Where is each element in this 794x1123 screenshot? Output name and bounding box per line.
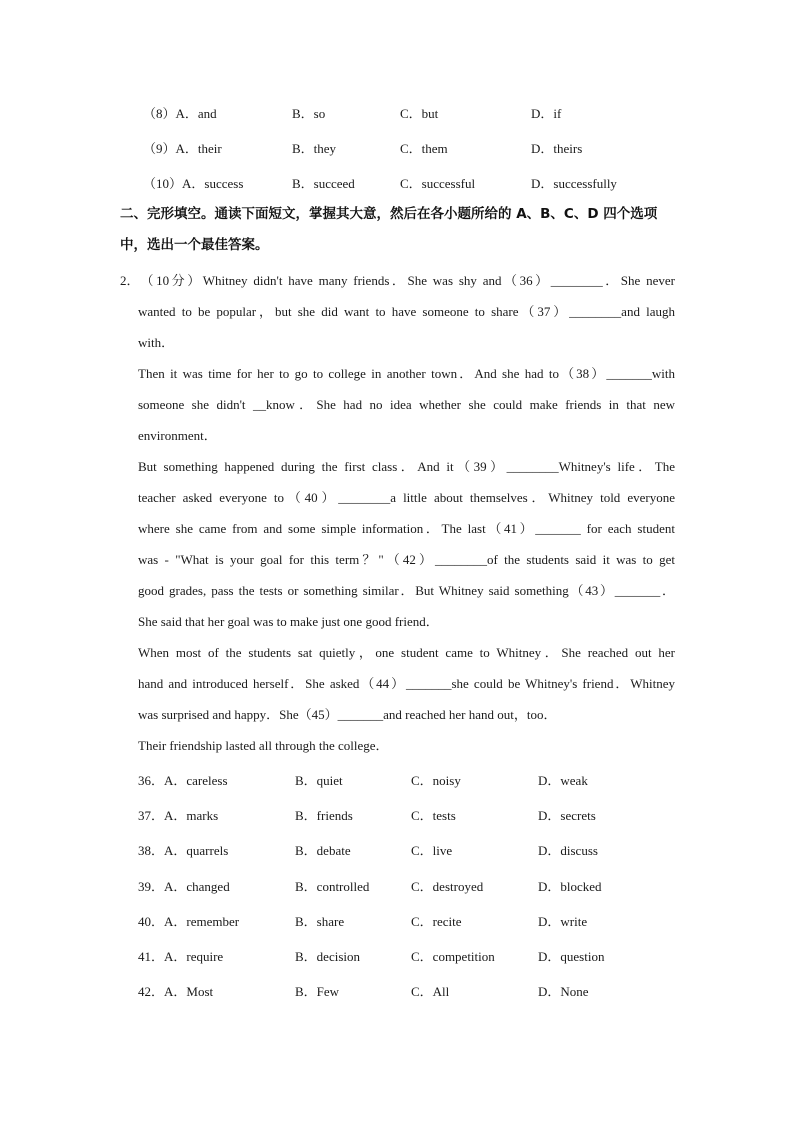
passage-line: She said that her goal was to make just one good friend． (138, 614, 439, 629)
option-b: B．decision (295, 949, 360, 964)
option-c: C．but (400, 106, 439, 121)
passage-line: was surprised and happy．She（45）_______and reached her hand out，too． (138, 707, 557, 722)
option-d: D．write (538, 914, 588, 929)
option-a: 36．A．careless (138, 773, 228, 788)
option-a: 38．A．quarrels (138, 843, 229, 858)
option-d: D．successfully (531, 176, 617, 191)
option-a: 40．A．remember (138, 914, 240, 929)
option-c: C．noisy (411, 773, 461, 788)
passage-line: Their friendship lasted all through the college． (138, 738, 389, 753)
passage-line: hand and introduced herself．She asked（44）_______she could be Whitney's friend．Whitney (138, 676, 675, 691)
option-d: D．discuss (538, 843, 598, 858)
passage-line: someone she didn't __know．She had no idea whether she could make friends in that new (138, 397, 675, 412)
question-2-passage (120, 265, 675, 761)
option-d: D．if (531, 106, 562, 121)
option-b: B．friends (295, 808, 353, 823)
passage-line: where she came from and some simple information．The last（41）_______ for each student (138, 521, 675, 536)
passage-line: 2．（10分）Whitney didn't have many friends．She was shy and（36）________．She never (120, 265, 675, 296)
option-a: 42．A．Most (138, 984, 214, 999)
section-heading-line-1: 二、完形填空。通读下面短文，掌握其大意，然后在各小题所给的 A、B、C、D 四个选项 (120, 206, 658, 222)
option-d: D．weak (538, 773, 588, 788)
option-c: C．them (400, 141, 448, 156)
option-a: 39．A．changed (138, 879, 230, 894)
passage-line: But something happened during the first class．And it（39）________Whitney's life．The (138, 459, 675, 474)
option-c: C．successful (400, 176, 476, 191)
option-d: D．theirs (531, 141, 583, 156)
option-b: B．debate (295, 843, 351, 858)
option-b: B．they (292, 141, 337, 156)
option-a: （8）A．and (143, 106, 217, 121)
option-b: B．Few (295, 984, 340, 999)
option-c: C．tests (411, 808, 456, 823)
passage-line: Then it was time for her to go to college in another town．And she had to（38）_______with (138, 366, 675, 381)
option-a: （10）A．success (143, 176, 244, 191)
option-c: C．competition (411, 949, 495, 964)
option-c: C．All (411, 984, 450, 999)
option-a: 37．A．marks (138, 808, 219, 823)
option-c: C．live (411, 843, 453, 858)
option-a: 41．A．require (138, 949, 224, 964)
question-number: 2． (120, 273, 140, 288)
passage-line: When most of the students sat quietly，one student came to Whitney．She reached out her (138, 645, 675, 660)
option-d: D．None (538, 984, 589, 999)
option-b: B．share (295, 914, 345, 929)
option-d: D．secrets (538, 808, 596, 823)
section-heading-line-2: 中，选出一个最佳答案。 (120, 237, 269, 253)
option-c: C．recite (411, 914, 462, 929)
option-b: B．quiet (295, 773, 343, 788)
option-d: D．blocked (538, 879, 602, 894)
section-heading (120, 199, 680, 261)
option-a: （9）A．their (143, 141, 222, 156)
passage-line: was - "What is your goal for this term？"（42）________of the students said it was to get (138, 552, 675, 567)
option-b: B．controlled (295, 879, 370, 894)
option-b: B．succeed (292, 176, 355, 191)
passage-line: environment． (138, 428, 217, 443)
passage-line: teacher asked everyone to（40）________a little about themselves．Whitney told everyone (138, 490, 675, 505)
option-c: C．destroyed (411, 879, 484, 894)
option-d: D．question (538, 949, 605, 964)
option-b: B．so (292, 106, 326, 121)
passage-line: wanted to be popular，but she did want to have someone to share（37）________and laugh (138, 304, 675, 319)
passage-line: good grades, pass the tests or something similar．But Whitney said something（43）_______． (138, 583, 675, 598)
passage-line: with． (138, 335, 175, 350)
